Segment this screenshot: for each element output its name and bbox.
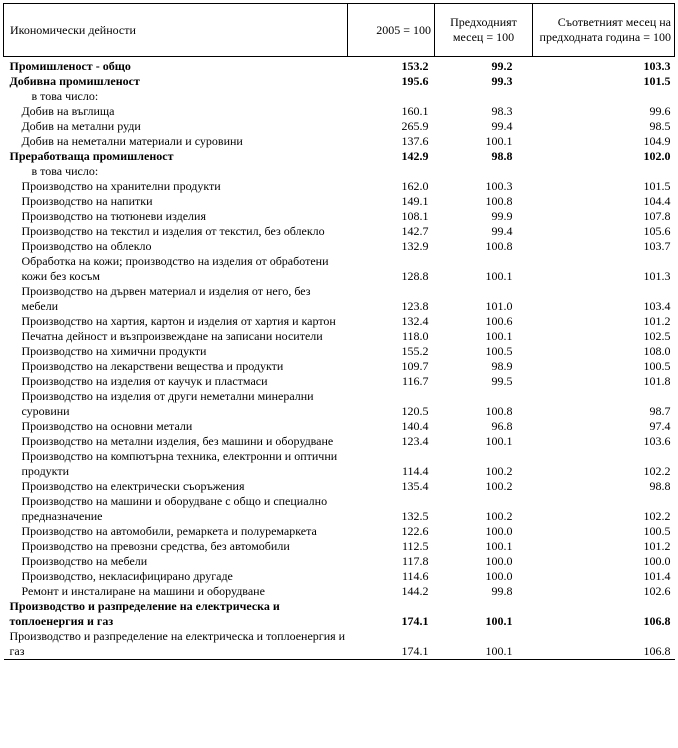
row-label: Производство на метални изделия, без машини и оборудване bbox=[21, 434, 334, 448]
value-same-month-prev-year: 101.5 bbox=[643, 179, 671, 193]
value-previous-month: 100.1 bbox=[485, 539, 513, 553]
value-previous-month: 100.0 bbox=[485, 569, 513, 583]
value-base-2005: 142.7 bbox=[401, 224, 429, 238]
row-label: Производство на компютърна техника, електронни и оптични продукти bbox=[21, 449, 338, 478]
table-row bbox=[4, 569, 675, 584]
value-base-2005: 153.2 bbox=[401, 59, 429, 73]
value-previous-month: 98.8 bbox=[491, 149, 513, 163]
header-base-2005: 2005 = 100 bbox=[348, 4, 435, 57]
row-label: Производство на машини и оборудване с общо и специално предназначение bbox=[21, 494, 328, 523]
table-row bbox=[4, 629, 675, 660]
value-previous-month: 100.6 bbox=[485, 314, 513, 328]
value-same-month-prev-year: 102.2 bbox=[643, 509, 671, 523]
industrial-production-index-table bbox=[3, 3, 675, 660]
row-label: Производство на основни метали bbox=[21, 419, 193, 433]
value-previous-month: 99.4 bbox=[491, 224, 513, 238]
row-label: Добив на въглища bbox=[21, 104, 115, 118]
table-row bbox=[4, 254, 675, 284]
value-base-2005: 114.6 bbox=[401, 569, 429, 583]
value-base-2005 bbox=[348, 164, 435, 179]
table-row bbox=[4, 359, 675, 374]
value-previous-month: 98.3 bbox=[491, 104, 513, 118]
table-row bbox=[4, 149, 675, 164]
value-previous-month: 100.2 bbox=[485, 509, 513, 523]
value-same-month-prev-year: 97.4 bbox=[649, 419, 671, 433]
table-header-row bbox=[4, 4, 675, 57]
value-same-month-prev-year: 102.6 bbox=[643, 584, 671, 598]
value-same-month-prev-year: 103.3 bbox=[643, 59, 671, 73]
table-row bbox=[4, 479, 675, 494]
value-same-month-prev-year: 108.0 bbox=[643, 344, 671, 358]
value-previous-month: 100.1 bbox=[485, 134, 513, 148]
row-label: Производство и разпределение на електрическа и топлоенергия и газ bbox=[4, 629, 348, 660]
row-label: Производство на химични продукти bbox=[21, 344, 207, 358]
row-label: Производство и разпределение на електрическа и топлоенергия и газ bbox=[9, 599, 280, 628]
value-same-month-prev-year: 99.6 bbox=[649, 104, 671, 118]
value-previous-month: 99.8 bbox=[491, 584, 513, 598]
value-previous-month: 99.9 bbox=[491, 209, 513, 223]
value-base-2005: 132.5 bbox=[401, 509, 429, 523]
value-base-2005: 162.0 bbox=[401, 179, 429, 193]
table-row bbox=[4, 389, 675, 419]
value-same-month-prev-year: 100.0 bbox=[643, 554, 671, 568]
table-row bbox=[4, 224, 675, 239]
value-previous-month: 100.0 bbox=[485, 554, 513, 568]
value-base-2005: 149.1 bbox=[401, 194, 429, 208]
value-previous-month: 100.2 bbox=[485, 479, 513, 493]
table-row bbox=[4, 539, 675, 554]
row-label: Преработваща промишленост bbox=[9, 149, 174, 163]
table-row bbox=[4, 239, 675, 254]
row-label: Добив на неметални материали и суровини bbox=[21, 134, 243, 148]
value-base-2005: 117.8 bbox=[401, 554, 429, 568]
row-label: Производство на превозни средства, без автомобили bbox=[21, 539, 290, 553]
value-previous-month: 100.1 bbox=[485, 614, 513, 628]
value-base-2005: 160.1 bbox=[401, 104, 429, 118]
table-body bbox=[4, 57, 675, 660]
value-previous-month: 100.5 bbox=[485, 344, 513, 358]
value-same-month-prev-year: 98.8 bbox=[649, 479, 671, 493]
value-base-2005: 128.8 bbox=[401, 269, 429, 283]
value-previous-month: 99.4 bbox=[491, 119, 513, 133]
value-base-2005: 174.1 bbox=[401, 614, 429, 628]
table-row bbox=[4, 494, 675, 524]
table-row bbox=[4, 314, 675, 329]
table-row bbox=[4, 449, 675, 479]
row-label: Производство на дървен материал и изделия от него, без мебели bbox=[21, 284, 311, 313]
value-previous-month bbox=[435, 164, 533, 179]
table-row bbox=[4, 104, 675, 119]
row-label: Производство на напитки bbox=[21, 194, 153, 208]
row-label: Производство на лекарствени вещества и продукти bbox=[21, 359, 284, 373]
value-same-month-prev-year: 100.5 bbox=[643, 359, 671, 373]
value-same-month-prev-year: 105.6 bbox=[643, 224, 671, 238]
value-previous-month: 100.2 bbox=[485, 464, 513, 478]
value-same-month-prev-year bbox=[533, 164, 675, 179]
value-same-month-prev-year: 98.7 bbox=[649, 404, 671, 418]
value-same-month-prev-year: 101.4 bbox=[643, 569, 671, 583]
value-previous-month: 96.8 bbox=[491, 419, 513, 433]
table-row bbox=[4, 57, 675, 75]
row-label: Производство на изделия от каучук и пластмаси bbox=[21, 374, 268, 388]
value-previous-month: 100.3 bbox=[485, 179, 513, 193]
value-same-month-prev-year: 101.2 bbox=[643, 314, 671, 328]
table-row bbox=[4, 119, 675, 134]
value-previous-month: 99.5 bbox=[491, 374, 513, 388]
value-base-2005: 109.7 bbox=[401, 359, 429, 373]
table-row bbox=[4, 329, 675, 344]
value-same-month-prev-year: 103.7 bbox=[643, 239, 671, 253]
header-activity: Икономически дейности bbox=[4, 4, 348, 57]
row-label: Производство на мебели bbox=[21, 554, 148, 568]
value-previous-month: 100.1 bbox=[485, 329, 513, 343]
value-previous-month: 99.3 bbox=[491, 74, 513, 88]
row-label: Добив на метални руди bbox=[21, 119, 141, 133]
value-same-month-prev-year: 104.4 bbox=[643, 194, 671, 208]
value-previous-month bbox=[435, 89, 533, 104]
table-row bbox=[4, 344, 675, 359]
table-row bbox=[4, 89, 675, 104]
value-base-2005: 135.4 bbox=[401, 479, 429, 493]
row-label: в това число: bbox=[31, 164, 99, 178]
value-base-2005: 155.2 bbox=[401, 344, 429, 358]
value-same-month-prev-year bbox=[533, 89, 675, 104]
value-base-2005: 132.9 bbox=[401, 239, 429, 253]
row-label: Добивна промишленост bbox=[9, 74, 140, 88]
value-previous-month: 100.1 bbox=[435, 629, 533, 660]
table-row bbox=[4, 134, 675, 149]
row-label: Производство, некласифицирано другаде bbox=[21, 569, 233, 583]
table-row bbox=[4, 554, 675, 569]
header-previous-month: Предходният месец = 100 bbox=[435, 4, 533, 57]
value-same-month-prev-year: 101.8 bbox=[643, 374, 671, 388]
value-previous-month: 100.8 bbox=[485, 239, 513, 253]
value-same-month-prev-year: 101.5 bbox=[643, 74, 671, 88]
value-base-2005: 122.6 bbox=[401, 524, 429, 538]
table-row bbox=[4, 599, 675, 629]
value-base-2005: 142.9 bbox=[401, 149, 429, 163]
value-base-2005: 120.5 bbox=[401, 404, 429, 418]
value-base-2005: 195.6 bbox=[401, 74, 429, 88]
value-previous-month: 100.0 bbox=[485, 524, 513, 538]
table-row bbox=[4, 179, 675, 194]
value-same-month-prev-year: 98.5 bbox=[649, 119, 671, 133]
table-row bbox=[4, 209, 675, 224]
value-same-month-prev-year: 106.8 bbox=[643, 614, 671, 628]
value-previous-month: 100.1 bbox=[485, 434, 513, 448]
table-row bbox=[4, 194, 675, 209]
value-base-2005: 132.4 bbox=[401, 314, 429, 328]
value-previous-month: 100.1 bbox=[485, 269, 513, 283]
value-same-month-prev-year: 102.0 bbox=[643, 149, 671, 163]
row-label: Производство на хранителни продукти bbox=[21, 179, 221, 193]
row-label: Обработка на кожи; производство на изделия от обработени кожи без косъм bbox=[21, 254, 329, 283]
value-base-2005: 118.0 bbox=[401, 329, 429, 343]
value-same-month-prev-year: 103.6 bbox=[643, 434, 671, 448]
value-base-2005: 137.6 bbox=[401, 134, 429, 148]
value-base-2005: 108.1 bbox=[401, 209, 429, 223]
value-same-month-prev-year: 100.5 bbox=[643, 524, 671, 538]
row-label: Промишленост - общо bbox=[9, 59, 131, 73]
value-same-month-prev-year: 101.3 bbox=[643, 269, 671, 283]
row-label: Печатна дейност и възпроизвеждане на записани носители bbox=[21, 329, 323, 343]
value-base-2005: 116.7 bbox=[401, 374, 429, 388]
value-base-2005: 144.2 bbox=[401, 584, 429, 598]
row-label: Ремонт и инсталиране на машини и оборудване bbox=[21, 584, 265, 598]
row-label: Производство на автомобили, ремаркета и полуремаркета bbox=[21, 524, 317, 538]
value-previous-month: 100.8 bbox=[485, 194, 513, 208]
value-previous-month: 99.2 bbox=[491, 59, 513, 73]
value-base-2005 bbox=[348, 89, 435, 104]
value-base-2005: 140.4 bbox=[401, 419, 429, 433]
value-same-month-prev-year: 104.9 bbox=[643, 134, 671, 148]
table-row bbox=[4, 164, 675, 179]
value-same-month-prev-year: 102.2 bbox=[643, 464, 671, 478]
value-same-month-prev-year: 102.5 bbox=[643, 329, 671, 343]
table-row bbox=[4, 584, 675, 599]
table-row bbox=[4, 434, 675, 449]
value-base-2005: 114.4 bbox=[401, 464, 429, 478]
table-row bbox=[4, 419, 675, 434]
row-label: Производство на електрически съоръжения bbox=[21, 479, 245, 493]
value-same-month-prev-year: 107.8 bbox=[643, 209, 671, 223]
value-base-2005: 123.4 bbox=[401, 434, 429, 448]
value-previous-month: 101.0 bbox=[485, 299, 513, 313]
row-label: в това число: bbox=[31, 89, 99, 103]
row-label: Производство на хартия, картон и изделия от хартия и картон bbox=[21, 314, 336, 328]
table-row bbox=[4, 374, 675, 389]
table-row bbox=[4, 284, 675, 314]
row-label: Производство на облекло bbox=[21, 239, 152, 253]
row-label: Производство на тютюневи изделия bbox=[21, 209, 206, 223]
row-label: Производство на изделия от други неметални минерални суровини bbox=[21, 389, 314, 418]
value-same-month-prev-year: 101.2 bbox=[643, 539, 671, 553]
value-same-month-prev-year: 103.4 bbox=[643, 299, 671, 313]
value-base-2005: 174.1 bbox=[348, 629, 435, 660]
index-table-container bbox=[3, 3, 674, 660]
table-row bbox=[4, 74, 675, 89]
value-base-2005: 265.9 bbox=[401, 119, 429, 133]
value-previous-month: 100.8 bbox=[485, 404, 513, 418]
table-row bbox=[4, 524, 675, 539]
row-label: Производство на текстил и изделия от текстил, без облекло bbox=[21, 224, 325, 238]
value-base-2005: 123.8 bbox=[401, 299, 429, 313]
value-previous-month: 98.9 bbox=[491, 359, 513, 373]
header-same-month-prev-year: Съответният месец на предходната година = 100 bbox=[533, 4, 675, 57]
value-base-2005: 112.5 bbox=[401, 539, 429, 553]
value-same-month-prev-year: 106.8 bbox=[533, 629, 675, 660]
